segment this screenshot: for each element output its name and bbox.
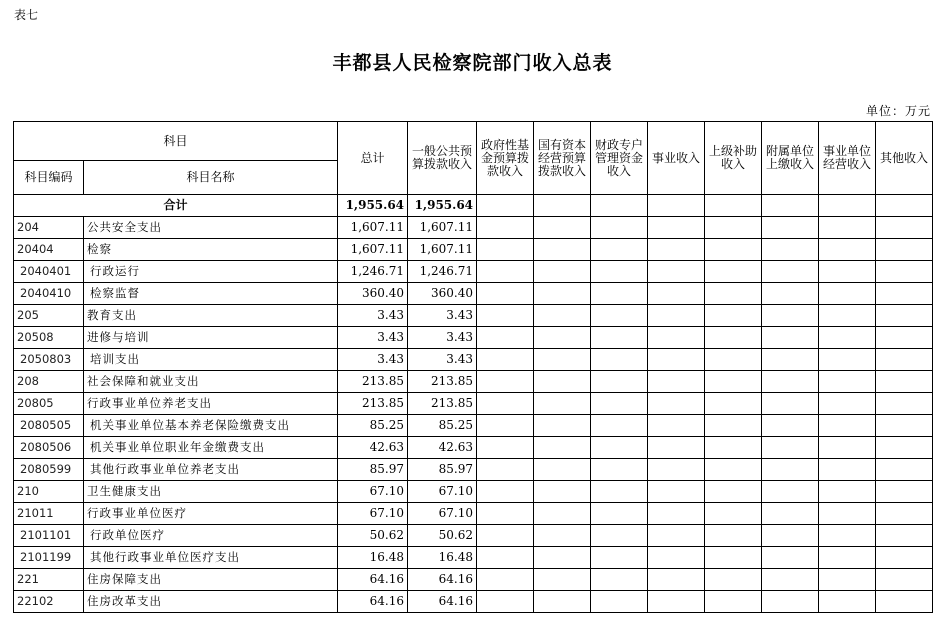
subject-name-cell: 住房改革支出 <box>84 591 338 613</box>
empty-cell <box>591 217 648 239</box>
table-row <box>14 569 933 591</box>
empty-cell <box>762 283 819 305</box>
general-budget-cell: 1,607.11 <box>408 239 477 261</box>
empty-cell <box>477 261 534 283</box>
empty-cell <box>705 327 762 349</box>
table-row <box>14 393 933 415</box>
empty-cell <box>819 195 876 217</box>
empty-cell <box>762 217 819 239</box>
empty-cell <box>648 349 705 371</box>
empty-cell <box>534 195 591 217</box>
empty-cell <box>534 349 591 371</box>
subject-code-cell: 20404 <box>14 239 84 261</box>
general-budget-cell: 64.16 <box>408 591 477 613</box>
total-cell: 16.48 <box>338 547 408 569</box>
table-row <box>14 459 933 481</box>
empty-cell <box>477 569 534 591</box>
empty-cell <box>648 283 705 305</box>
empty-cell <box>819 437 876 459</box>
empty-cell <box>648 525 705 547</box>
empty-cell <box>591 525 648 547</box>
gov-fund-header: 政府性基金预算拨款收入 <box>477 122 534 195</box>
empty-cell <box>705 569 762 591</box>
empty-cell <box>876 459 933 481</box>
empty-cell <box>648 371 705 393</box>
empty-cell <box>705 305 762 327</box>
subject-name-cell: 其他行政事业单位医疗支出 <box>84 547 338 569</box>
total-cell: 1,607.11 <box>338 239 408 261</box>
empty-cell <box>591 283 648 305</box>
total-row <box>14 195 933 217</box>
empty-cell <box>648 437 705 459</box>
subject-name-cell: 行政单位医疗 <box>84 525 338 547</box>
empty-cell <box>591 547 648 569</box>
empty-cell <box>477 393 534 415</box>
empty-cell <box>477 371 534 393</box>
total-header: 总计 <box>338 122 408 195</box>
empty-cell <box>876 525 933 547</box>
subject-code-cell: 208 <box>14 371 84 393</box>
empty-cell <box>534 327 591 349</box>
empty-cell <box>591 591 648 613</box>
subject-code-cell: 21011 <box>14 503 84 525</box>
empty-cell <box>477 239 534 261</box>
subject-name-cell: 其他行政事业单位养老支出 <box>84 459 338 481</box>
general-budget-cell: 1,607.11 <box>408 217 477 239</box>
empty-cell <box>876 481 933 503</box>
subject-name-cell: 行政运行 <box>84 261 338 283</box>
empty-cell <box>648 591 705 613</box>
empty-cell <box>477 327 534 349</box>
table-number-label: 表七 <box>14 8 39 22</box>
general-budget-cell: 360.40 <box>408 283 477 305</box>
empty-cell <box>591 239 648 261</box>
total-cell: 3.43 <box>338 305 408 327</box>
empty-cell <box>762 349 819 371</box>
empty-cell <box>819 283 876 305</box>
general-budget-cell: 213.85 <box>408 393 477 415</box>
general-budget-cell: 3.43 <box>408 327 477 349</box>
empty-cell <box>591 327 648 349</box>
subject-code-cell: 2101199 <box>14 547 84 569</box>
empty-cell <box>876 305 933 327</box>
state-capital-header: 国有资本经营预算拨款收入 <box>534 122 591 195</box>
empty-cell <box>762 569 819 591</box>
subject-name-cell: 培训支出 <box>84 349 338 371</box>
total-cell: 64.16 <box>338 591 408 613</box>
empty-cell <box>534 239 591 261</box>
empty-cell <box>705 283 762 305</box>
total-row-total: 1,955.64 <box>338 195 408 217</box>
empty-cell <box>705 217 762 239</box>
subject-header: 科目 <box>14 122 338 161</box>
empty-cell <box>819 217 876 239</box>
subject-name-cell: 公共安全支出 <box>84 217 338 239</box>
table-row <box>14 217 933 239</box>
empty-cell <box>876 569 933 591</box>
empty-cell <box>591 195 648 217</box>
affiliated-header: 附属单位上缴收入 <box>762 122 819 195</box>
total-cell: 50.62 <box>338 525 408 547</box>
empty-cell <box>819 591 876 613</box>
subject-code-cell: 20805 <box>14 393 84 415</box>
empty-cell <box>477 591 534 613</box>
unit-label: 单位：万元 <box>865 104 931 118</box>
subject-name-cell: 社会保障和就业支出 <box>84 371 338 393</box>
empty-cell <box>648 503 705 525</box>
page-title: 丰都县人民检察院部门收入总表 <box>332 52 613 74</box>
total-row-label: 合计 <box>14 195 338 217</box>
empty-cell <box>819 261 876 283</box>
other-income-header: 其他收入 <box>876 122 933 195</box>
empty-cell <box>819 239 876 261</box>
table-row <box>14 305 933 327</box>
subject-code-cell: 2101101 <box>14 525 84 547</box>
total-cell: 213.85 <box>338 371 408 393</box>
general-budget-cell: 3.43 <box>408 305 477 327</box>
subject-name-cell: 进修与培训 <box>84 327 338 349</box>
empty-cell <box>648 569 705 591</box>
empty-cell <box>648 415 705 437</box>
empty-cell <box>762 393 819 415</box>
total-cell: 213.85 <box>338 393 408 415</box>
operating-income-header: 事业单位经营收入 <box>819 122 876 195</box>
empty-cell <box>705 459 762 481</box>
empty-cell <box>477 415 534 437</box>
total-cell: 85.97 <box>338 459 408 481</box>
empty-cell <box>762 195 819 217</box>
empty-cell <box>762 261 819 283</box>
empty-cell <box>819 393 876 415</box>
empty-cell <box>705 261 762 283</box>
total-cell: 1,607.11 <box>338 217 408 239</box>
empty-cell <box>477 283 534 305</box>
empty-cell <box>534 481 591 503</box>
empty-cell <box>762 371 819 393</box>
empty-cell <box>876 195 933 217</box>
total-cell: 85.25 <box>338 415 408 437</box>
subject-code-cell: 2080599 <box>14 459 84 481</box>
empty-cell <box>705 481 762 503</box>
general-budget-cell: 67.10 <box>408 503 477 525</box>
empty-cell <box>534 591 591 613</box>
empty-cell <box>477 459 534 481</box>
general-budget-cell: 85.97 <box>408 459 477 481</box>
empty-cell <box>477 547 534 569</box>
subject-code-cell: 20508 <box>14 327 84 349</box>
subject-code-cell: 221 <box>14 569 84 591</box>
subject-code-cell: 2050803 <box>14 349 84 371</box>
total-cell: 360.40 <box>338 283 408 305</box>
table-row <box>14 437 933 459</box>
income-summary-table <box>13 121 933 613</box>
subject-name-cell: 卫生健康支出 <box>84 481 338 503</box>
subject-code-cell: 205 <box>14 305 84 327</box>
total-cell: 64.16 <box>338 569 408 591</box>
empty-cell <box>534 371 591 393</box>
empty-cell <box>876 283 933 305</box>
empty-cell <box>876 261 933 283</box>
empty-cell <box>648 547 705 569</box>
empty-cell <box>477 217 534 239</box>
empty-cell <box>876 393 933 415</box>
empty-cell <box>534 569 591 591</box>
general-budget-cell: 85.25 <box>408 415 477 437</box>
empty-cell <box>705 239 762 261</box>
empty-cell <box>534 393 591 415</box>
empty-cell <box>819 503 876 525</box>
empty-cell <box>876 349 933 371</box>
general-budget-cell: 67.10 <box>408 481 477 503</box>
empty-cell <box>477 437 534 459</box>
empty-cell <box>705 525 762 547</box>
table-row <box>14 591 933 613</box>
empty-cell <box>648 327 705 349</box>
empty-cell <box>876 503 933 525</box>
general-budget-header: 一般公共预算拨款收入 <box>408 122 477 195</box>
empty-cell <box>819 459 876 481</box>
empty-cell <box>705 349 762 371</box>
empty-cell <box>876 547 933 569</box>
empty-cell <box>477 195 534 217</box>
subject-code-cell: 204 <box>14 217 84 239</box>
empty-cell <box>762 305 819 327</box>
empty-cell <box>876 327 933 349</box>
general-budget-cell: 3.43 <box>408 349 477 371</box>
empty-cell <box>648 393 705 415</box>
table-row <box>14 327 933 349</box>
empty-cell <box>705 415 762 437</box>
empty-cell <box>876 591 933 613</box>
empty-cell <box>762 239 819 261</box>
empty-cell <box>762 481 819 503</box>
subject-name-cell: 机关事业单位职业年金缴费支出 <box>84 437 338 459</box>
subject-name-cell: 检察监督 <box>84 283 338 305</box>
empty-cell <box>648 305 705 327</box>
empty-cell <box>477 349 534 371</box>
subject-name-cell: 机关事业单位基本养老保险缴费支出 <box>84 415 338 437</box>
empty-cell <box>762 327 819 349</box>
table-row <box>14 349 933 371</box>
subject-name-cell: 行政事业单位医疗 <box>84 503 338 525</box>
empty-cell <box>876 217 933 239</box>
empty-cell <box>705 393 762 415</box>
empty-cell <box>819 481 876 503</box>
empty-cell <box>819 569 876 591</box>
empty-cell <box>876 371 933 393</box>
empty-cell <box>819 415 876 437</box>
empty-cell <box>648 459 705 481</box>
empty-cell <box>876 239 933 261</box>
table-row <box>14 415 933 437</box>
subject-name-cell: 住房保障支出 <box>84 569 338 591</box>
total-cell: 42.63 <box>338 437 408 459</box>
empty-cell <box>534 525 591 547</box>
empty-cell <box>648 217 705 239</box>
subject-code-cell: 2040401 <box>14 261 84 283</box>
empty-cell <box>591 415 648 437</box>
empty-cell <box>762 437 819 459</box>
empty-cell <box>705 371 762 393</box>
empty-cell <box>705 591 762 613</box>
empty-cell <box>534 415 591 437</box>
general-budget-cell: 42.63 <box>408 437 477 459</box>
empty-cell <box>591 349 648 371</box>
subject-code-cell: 22102 <box>14 591 84 613</box>
subject-name-cell: 行政事业单位养老支出 <box>84 393 338 415</box>
empty-cell <box>819 327 876 349</box>
empty-cell <box>819 371 876 393</box>
empty-cell <box>705 547 762 569</box>
subject-code-cell: 210 <box>14 481 84 503</box>
empty-cell <box>591 393 648 415</box>
empty-cell <box>591 459 648 481</box>
empty-cell <box>534 503 591 525</box>
total-row-general: 1,955.64 <box>408 195 477 217</box>
empty-cell <box>477 525 534 547</box>
empty-cell <box>648 239 705 261</box>
total-cell: 67.10 <box>338 481 408 503</box>
table-row <box>14 283 933 305</box>
empty-cell <box>477 503 534 525</box>
table-row <box>14 481 933 503</box>
empty-cell <box>591 481 648 503</box>
empty-cell <box>762 459 819 481</box>
empty-cell <box>762 591 819 613</box>
empty-cell <box>819 547 876 569</box>
subject-code-header: 科目编码 <box>14 161 84 195</box>
empty-cell <box>762 503 819 525</box>
empty-cell <box>648 261 705 283</box>
total-cell: 67.10 <box>338 503 408 525</box>
subject-name-header: 科目名称 <box>84 161 338 195</box>
table-row <box>14 371 933 393</box>
empty-cell <box>705 195 762 217</box>
subject-name-cell: 检察 <box>84 239 338 261</box>
subject-code-cell: 2080505 <box>14 415 84 437</box>
total-cell: 3.43 <box>338 327 408 349</box>
empty-cell <box>534 261 591 283</box>
table-row <box>14 239 933 261</box>
empty-cell <box>762 415 819 437</box>
empty-cell <box>534 459 591 481</box>
empty-cell <box>534 305 591 327</box>
empty-cell <box>534 283 591 305</box>
empty-cell <box>534 547 591 569</box>
subject-code-cell: 2080506 <box>14 437 84 459</box>
empty-cell <box>591 261 648 283</box>
fiscal-special-header: 财政专户管理资金收入 <box>591 122 648 195</box>
general-budget-cell: 16.48 <box>408 547 477 569</box>
empty-cell <box>819 305 876 327</box>
empty-cell <box>819 525 876 547</box>
empty-cell <box>591 437 648 459</box>
general-budget-cell: 64.16 <box>408 569 477 591</box>
general-budget-cell: 1,246.71 <box>408 261 477 283</box>
general-budget-cell: 213.85 <box>408 371 477 393</box>
empty-cell <box>876 437 933 459</box>
general-budget-cell: 50.62 <box>408 525 477 547</box>
business-income-header: 事业收入 <box>648 122 705 195</box>
empty-cell <box>762 525 819 547</box>
empty-cell <box>477 305 534 327</box>
empty-cell <box>819 349 876 371</box>
subject-code-cell: 2040410 <box>14 283 84 305</box>
empty-cell <box>591 305 648 327</box>
empty-cell <box>762 547 819 569</box>
table-row <box>14 525 933 547</box>
empty-cell <box>534 217 591 239</box>
superior-subsidy-header: 上级补助收入 <box>705 122 762 195</box>
empty-cell <box>591 569 648 591</box>
subject-name-cell: 教育支出 <box>84 305 338 327</box>
empty-cell <box>477 481 534 503</box>
empty-cell <box>876 415 933 437</box>
empty-cell <box>591 371 648 393</box>
empty-cell <box>648 481 705 503</box>
total-cell: 3.43 <box>338 349 408 371</box>
empty-cell <box>648 195 705 217</box>
empty-cell <box>534 437 591 459</box>
table-row <box>14 547 933 569</box>
empty-cell <box>705 503 762 525</box>
header-row-1 <box>14 122 933 161</box>
empty-cell <box>591 503 648 525</box>
empty-cell <box>705 437 762 459</box>
table-row <box>14 503 933 525</box>
table-row <box>14 261 933 283</box>
total-cell: 1,246.71 <box>338 261 408 283</box>
